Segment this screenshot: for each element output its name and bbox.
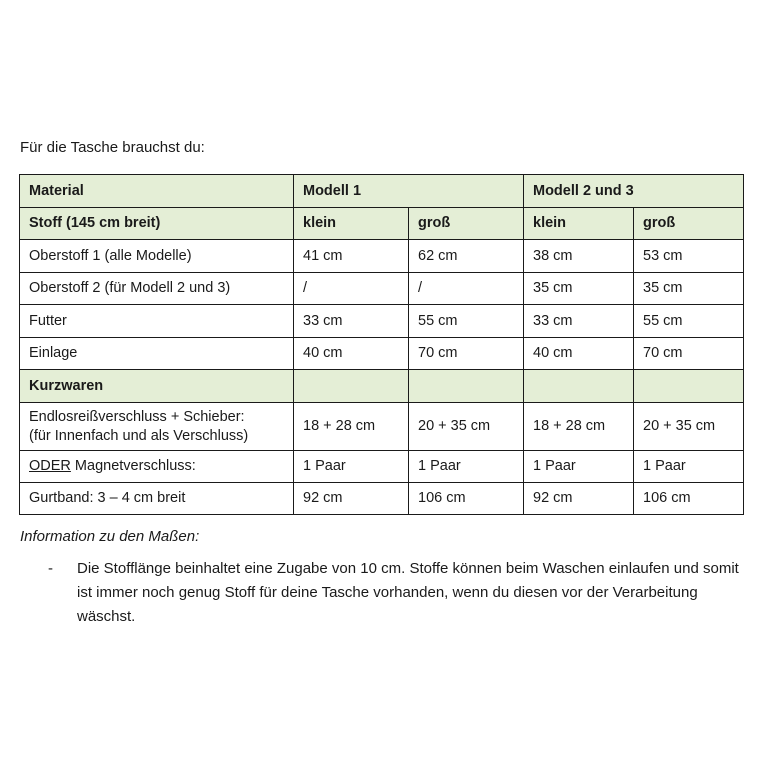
row-label: Einlage: [20, 338, 294, 370]
kurzwaren-label: Kurzwaren: [20, 370, 294, 403]
kurzwaren-row: [20, 370, 744, 403]
table-cell: 18 + 28 cm: [294, 403, 409, 451]
header-klein-m1: klein: [294, 208, 409, 240]
table-cell: 18 + 28 cm: [524, 403, 634, 451]
table-cell: /: [409, 273, 524, 305]
row-label: [20, 451, 294, 483]
table-row: [20, 305, 744, 338]
header-modell-1: Modell 1: [294, 175, 524, 208]
table-cell: 70 cm: [634, 338, 744, 370]
table-cell: [524, 370, 634, 403]
intro-text: Für die Tasche brauchst du:: [20, 139, 205, 156]
magnet-label: Magnetverschluss:: [70, 458, 196, 474]
table-cell: 40 cm: [294, 338, 409, 370]
header-gross-m23: groß: [634, 208, 744, 240]
table-cell: 1 Paar: [409, 451, 524, 483]
table-cell: 33 cm: [524, 305, 634, 338]
table-cell: 92 cm: [524, 483, 634, 515]
table-row: [20, 403, 744, 451]
zipper-label-line2: (für Innenfach und als Verschluss): [29, 427, 249, 444]
table-cell: /: [294, 273, 409, 305]
table-row: [20, 483, 744, 515]
materials-table: [19, 174, 744, 515]
info-paragraph: Die Stofflänge beinhaltet eine Zugabe von 10 cm. Stoffe können beim Waschen einlaufen und somit ist immer noch genug Stoff für deine Tasche vorhanden, wenn du diesen vor der Verarbeitung wäschst.: [77, 560, 739, 625]
table-cell: 1 Paar: [294, 451, 409, 483]
row-label: Futter: [20, 305, 294, 338]
table-cell: 20 + 35 cm: [409, 403, 524, 451]
table-cell: 1 Paar: [524, 451, 634, 483]
header-material: Material: [20, 175, 294, 208]
row-label: [20, 403, 294, 451]
row-label: Oberstoff 2 (für Modell 2 und 3): [20, 273, 294, 305]
zipper-label-line1: Endlosreißverschluss + Schieber:: [29, 408, 245, 425]
table-subheader-row: [20, 208, 744, 240]
table-cell: 20 + 35 cm: [634, 403, 744, 451]
table-cell: 55 cm: [634, 305, 744, 338]
table-cell: 35 cm: [634, 273, 744, 305]
info-title: Information zu den Maßen:: [20, 528, 200, 545]
header-klein-m23: klein: [524, 208, 634, 240]
table-cell: 41 cm: [294, 240, 409, 273]
bullet-dash: -: [48, 560, 53, 577]
table-cell: 40 cm: [524, 338, 634, 370]
table-cell: 106 cm: [409, 483, 524, 515]
table-cell: 33 cm: [294, 305, 409, 338]
table-cell: 55 cm: [409, 305, 524, 338]
table-cell: [634, 370, 744, 403]
table-cell: 106 cm: [634, 483, 744, 515]
table-cell: 35 cm: [524, 273, 634, 305]
row-label: Oberstoff 1 (alle Modelle): [20, 240, 294, 273]
table-row: [20, 338, 744, 370]
row-label: Gurtband: 3 – 4 cm breit: [20, 483, 294, 515]
oder-label: ODER: [29, 458, 71, 474]
header-gross-m1: groß: [409, 208, 524, 240]
table-cell: 62 cm: [409, 240, 524, 273]
header-modell-2-3: Modell 2 und 3: [524, 175, 744, 208]
table-row: [20, 240, 744, 273]
table-header-row: [20, 175, 744, 208]
table-cell: 70 cm: [409, 338, 524, 370]
table-cell: [409, 370, 524, 403]
table-row: [20, 451, 744, 483]
table-cell: 92 cm: [294, 483, 409, 515]
table-cell: [294, 370, 409, 403]
table-cell: 53 cm: [634, 240, 744, 273]
table-cell: 38 cm: [524, 240, 634, 273]
table-cell: 1 Paar: [634, 451, 744, 483]
table-row: [20, 273, 744, 305]
header-stoff: Stoff (145 cm breit): [20, 208, 294, 240]
